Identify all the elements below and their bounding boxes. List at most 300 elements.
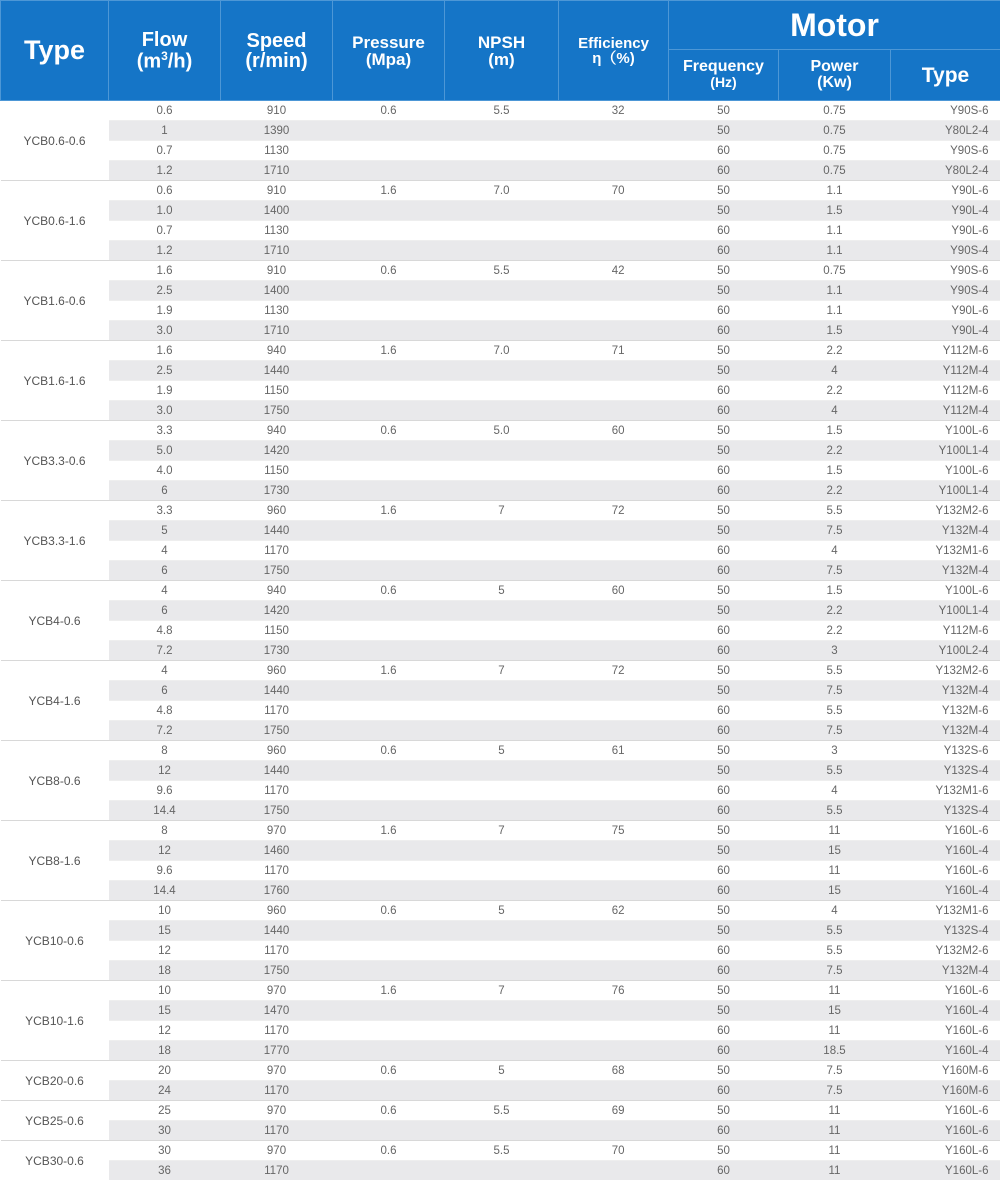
npsh-cell	[445, 941, 559, 961]
pressure-cell	[333, 281, 445, 301]
npsh-cell	[445, 241, 559, 261]
header-npsh-unit: (m)	[488, 49, 515, 69]
table-row	[1, 261, 1000, 281]
motor-type-cell: Y90S-6	[891, 141, 1000, 161]
speed-cell: 940	[221, 581, 333, 601]
motor-type-cell: Y160L-6	[891, 981, 1000, 1001]
efficiency-cell	[559, 281, 669, 301]
frequency-cell: 60	[669, 1041, 779, 1061]
table-row	[1, 981, 1000, 1001]
npsh-cell	[445, 441, 559, 461]
frequency-cell: 50	[669, 761, 779, 781]
efficiency-cell	[559, 141, 669, 161]
frequency-cell: 50	[669, 261, 779, 281]
npsh-cell: 5.5	[445, 261, 559, 281]
efficiency-cell	[559, 241, 669, 261]
power-cell: 11	[779, 861, 891, 881]
power-cell: 1.5	[779, 581, 891, 601]
power-cell: 4	[779, 361, 891, 381]
frequency-cell: 60	[669, 301, 779, 321]
efficiency-cell: 42	[559, 261, 669, 281]
frequency-cell: 50	[669, 441, 779, 461]
power-cell: 5.5	[779, 941, 891, 961]
frequency-cell: 60	[669, 781, 779, 801]
power-cell: 3	[779, 741, 891, 761]
power-cell: 5.5	[779, 761, 891, 781]
npsh-cell	[445, 761, 559, 781]
motor-type-cell: Y160L-4	[891, 1041, 1000, 1061]
frequency-cell: 50	[669, 181, 779, 201]
motor-type-cell: Y90L-4	[891, 321, 1000, 341]
frequency-cell: 60	[669, 221, 779, 241]
npsh-cell: 7	[445, 981, 559, 1001]
npsh-cell: 5.5	[445, 101, 559, 121]
pressure-cell: 1.6	[333, 661, 445, 681]
pump-type-cell: YCB10-0.6	[1, 901, 109, 981]
speed-cell: 1460	[221, 841, 333, 861]
speed-cell: 960	[221, 661, 333, 681]
power-cell: 7.5	[779, 1081, 891, 1101]
table-row	[1, 1001, 1000, 1021]
pressure-cell	[333, 161, 445, 181]
efficiency-cell: 60	[559, 421, 669, 441]
frequency-cell: 50	[669, 741, 779, 761]
frequency-cell: 60	[669, 801, 779, 821]
npsh-cell: 5	[445, 1061, 559, 1081]
power-cell: 5.5	[779, 501, 891, 521]
motor-type-cell: Y132M2-6	[891, 941, 1000, 961]
efficiency-cell	[559, 361, 669, 381]
table-row	[1, 861, 1000, 881]
power-cell: 2.2	[779, 341, 891, 361]
motor-type-cell: Y160L-6	[891, 1121, 1000, 1141]
speed-cell: 970	[221, 821, 333, 841]
flow-cell: 30	[109, 1121, 221, 1141]
frequency-cell: 50	[669, 201, 779, 221]
table-row	[1, 1061, 1000, 1081]
motor-type-cell: Y90L-6	[891, 221, 1000, 241]
table-row	[1, 281, 1000, 301]
frequency-cell: 60	[669, 481, 779, 501]
motor-type-cell: Y100L-6	[891, 581, 1000, 601]
pressure-cell	[333, 701, 445, 721]
flow-cell: 8	[109, 821, 221, 841]
flow-cell: 6	[109, 561, 221, 581]
power-cell: 0.75	[779, 261, 891, 281]
power-cell: 4	[779, 401, 891, 421]
speed-cell: 1170	[221, 1081, 333, 1101]
npsh-cell	[445, 1001, 559, 1021]
npsh-cell	[445, 801, 559, 821]
efficiency-cell	[559, 861, 669, 881]
power-cell: 1.5	[779, 201, 891, 221]
efficiency-cell	[559, 1121, 669, 1141]
table-row	[1, 121, 1000, 141]
speed-cell: 910	[221, 261, 333, 281]
table-row	[1, 761, 1000, 781]
npsh-cell	[445, 781, 559, 801]
frequency-cell: 50	[669, 601, 779, 621]
flow-cell: 9.6	[109, 861, 221, 881]
pressure-cell	[333, 861, 445, 881]
frequency-cell: 60	[669, 881, 779, 901]
table-row	[1, 381, 1000, 401]
header-flow	[109, 1, 221, 101]
power-cell: 18.5	[779, 1041, 891, 1061]
table-row	[1, 401, 1000, 421]
flow-cell: 4.8	[109, 701, 221, 721]
power-cell: 1.1	[779, 281, 891, 301]
flow-cell: 0.7	[109, 221, 221, 241]
motor-type-cell: Y132M-4	[891, 721, 1000, 741]
flow-cell: 6	[109, 481, 221, 501]
motor-type-cell: Y160L-4	[891, 881, 1000, 901]
npsh-cell	[445, 641, 559, 661]
speed-cell: 1170	[221, 1121, 333, 1141]
header-frequency-unit: (Hz)	[710, 74, 737, 90]
motor-type-cell: Y132S-4	[891, 921, 1000, 941]
table-row	[1, 1021, 1000, 1041]
power-cell: 11	[779, 1141, 891, 1161]
header-power	[779, 50, 891, 101]
table-row	[1, 881, 1000, 901]
speed-cell: 1730	[221, 641, 333, 661]
motor-type-cell: Y132S-4	[891, 801, 1000, 821]
table-row	[1, 961, 1000, 981]
frequency-cell: 60	[669, 381, 779, 401]
pressure-cell: 0.6	[333, 101, 445, 121]
power-cell: 2.2	[779, 441, 891, 461]
speed-cell: 1130	[221, 141, 333, 161]
speed-cell: 1150	[221, 621, 333, 641]
speed-cell: 1170	[221, 941, 333, 961]
header-speed-unit: (r/min)	[245, 49, 308, 72]
pump-type-cell: YCB0.6-0.6	[1, 101, 109, 181]
frequency-cell: 50	[669, 921, 779, 941]
frequency-cell: 60	[669, 961, 779, 981]
power-cell: 1.5	[779, 461, 891, 481]
flow-cell: 1.9	[109, 301, 221, 321]
motor-type-cell: Y160M-6	[891, 1061, 1000, 1081]
flow-cell: 3.3	[109, 421, 221, 441]
pressure-cell	[333, 221, 445, 241]
table-row	[1, 581, 1000, 601]
speed-cell: 1750	[221, 401, 333, 421]
motor-type-cell: Y100L2-4	[891, 641, 1000, 661]
npsh-cell: 5.5	[445, 1101, 559, 1121]
speed-cell: 1420	[221, 601, 333, 621]
power-cell: 2.2	[779, 601, 891, 621]
table-row	[1, 421, 1000, 441]
pressure-cell: 1.6	[333, 981, 445, 1001]
header-pressure-unit: (Mpa)	[365, 49, 412, 69]
pump-type-cell: YCB0.6-1.6	[1, 181, 109, 261]
pressure-cell	[333, 441, 445, 461]
motor-type-cell: Y112M-6	[891, 621, 1000, 641]
npsh-cell: 5	[445, 581, 559, 601]
efficiency-cell	[559, 781, 669, 801]
motor-type-cell: Y90L-4	[891, 201, 1000, 221]
flow-cell: 20	[109, 1061, 221, 1081]
flow-cell: 24	[109, 1081, 221, 1101]
efficiency-cell: 76	[559, 981, 669, 1001]
power-cell: 15	[779, 881, 891, 901]
pump-type-cell: YCB8-1.6	[1, 821, 109, 901]
table-row	[1, 921, 1000, 941]
table-row	[1, 141, 1000, 161]
motor-type-cell: Y160L-4	[891, 1001, 1000, 1021]
efficiency-cell	[559, 1161, 669, 1181]
efficiency-cell	[559, 461, 669, 481]
power-cell: 5.5	[779, 921, 891, 941]
header-speed-label: Speed	[246, 29, 307, 52]
motor-type-cell: Y100L1-4	[891, 441, 1000, 461]
flow-cell: 3.0	[109, 401, 221, 421]
flow-cell: 5	[109, 521, 221, 541]
speed-cell: 1170	[221, 861, 333, 881]
header-power-unit: (Kw)	[817, 74, 852, 91]
table-row	[1, 781, 1000, 801]
power-cell: 7.5	[779, 561, 891, 581]
flow-cell: 4	[109, 581, 221, 601]
motor-type-cell: Y90S-4	[891, 241, 1000, 261]
efficiency-cell: 61	[559, 741, 669, 761]
frequency-cell: 50	[669, 821, 779, 841]
npsh-cell: 7.0	[445, 181, 559, 201]
frequency-cell: 50	[669, 681, 779, 701]
power-cell: 15	[779, 841, 891, 861]
power-cell: 5.5	[779, 701, 891, 721]
power-cell: 11	[779, 1121, 891, 1141]
flow-cell: 4.0	[109, 461, 221, 481]
table-row	[1, 321, 1000, 341]
flow-cell: 4	[109, 661, 221, 681]
flow-cell: 18	[109, 961, 221, 981]
table-row	[1, 501, 1000, 521]
pressure-cell	[333, 1081, 445, 1101]
npsh-cell: 5	[445, 901, 559, 921]
speed-cell: 1750	[221, 561, 333, 581]
npsh-cell	[445, 1021, 559, 1041]
efficiency-cell: 72	[559, 501, 669, 521]
pressure-cell	[333, 461, 445, 481]
motor-type-cell: Y100L-6	[891, 421, 1000, 441]
efficiency-cell: 69	[559, 1101, 669, 1121]
pressure-cell	[333, 921, 445, 941]
speed-cell: 960	[221, 741, 333, 761]
motor-type-cell: Y90S-4	[891, 281, 1000, 301]
flow-cell: 36	[109, 1161, 221, 1181]
header-efficiency-label: Efficiency	[578, 34, 649, 52]
table-row	[1, 461, 1000, 481]
motor-type-cell: Y132S-6	[891, 741, 1000, 761]
npsh-cell	[445, 301, 559, 321]
frequency-cell: 50	[669, 661, 779, 681]
frequency-cell: 60	[669, 1081, 779, 1101]
speed-cell: 1150	[221, 461, 333, 481]
frequency-cell: 50	[669, 341, 779, 361]
power-cell: 1.5	[779, 321, 891, 341]
efficiency-cell	[559, 641, 669, 661]
power-cell: 11	[779, 1021, 891, 1041]
speed-cell: 1150	[221, 381, 333, 401]
npsh-cell	[445, 381, 559, 401]
frequency-cell: 50	[669, 1061, 779, 1081]
power-cell: 11	[779, 1161, 891, 1181]
efficiency-cell: 70	[559, 181, 669, 201]
motor-type-cell: Y90S-6	[891, 101, 1000, 121]
efficiency-cell	[559, 1021, 669, 1041]
flow-cell: 0.6	[109, 101, 221, 121]
efficiency-cell: 60	[559, 581, 669, 601]
pressure-cell	[333, 481, 445, 501]
table-row	[1, 1121, 1000, 1141]
motor-type-cell: Y112M-4	[891, 401, 1000, 421]
flow-cell: 1.6	[109, 341, 221, 361]
flow-cell: 3.3	[109, 501, 221, 521]
speed-cell: 1170	[221, 1021, 333, 1041]
pressure-cell	[333, 561, 445, 581]
table-row	[1, 641, 1000, 661]
npsh-cell	[445, 681, 559, 701]
pressure-cell	[333, 201, 445, 221]
npsh-cell: 7	[445, 821, 559, 841]
motor-type-cell: Y90S-6	[891, 261, 1000, 281]
pressure-cell	[333, 1001, 445, 1021]
pressure-cell	[333, 381, 445, 401]
frequency-cell: 50	[669, 841, 779, 861]
flow-cell: 25	[109, 1101, 221, 1121]
power-cell: 7.5	[779, 521, 891, 541]
flow-cell: 12	[109, 941, 221, 961]
speed-cell: 1710	[221, 161, 333, 181]
pressure-cell: 1.6	[333, 341, 445, 361]
flow-cell: 14.4	[109, 801, 221, 821]
motor-type-cell: Y80L2-4	[891, 121, 1000, 141]
pressure-cell: 0.6	[333, 741, 445, 761]
power-cell: 3	[779, 641, 891, 661]
frequency-cell: 60	[669, 561, 779, 581]
power-cell: 4	[779, 901, 891, 921]
flow-cell: 7.2	[109, 641, 221, 661]
table-row	[1, 341, 1000, 361]
frequency-cell: 50	[669, 361, 779, 381]
efficiency-cell	[559, 1081, 669, 1101]
efficiency-cell	[559, 1041, 669, 1061]
efficiency-cell	[559, 681, 669, 701]
efficiency-cell: 68	[559, 1061, 669, 1081]
npsh-cell	[445, 701, 559, 721]
table-row	[1, 941, 1000, 961]
efficiency-cell	[559, 401, 669, 421]
frequency-cell: 50	[669, 521, 779, 541]
speed-cell: 1440	[221, 681, 333, 701]
flow-cell: 30	[109, 1141, 221, 1161]
frequency-cell: 50	[669, 901, 779, 921]
motor-type-cell: Y160L-4	[891, 841, 1000, 861]
efficiency-cell: 32	[559, 101, 669, 121]
motor-type-cell: Y132M-6	[891, 701, 1000, 721]
power-cell: 11	[779, 1101, 891, 1121]
speed-cell: 1390	[221, 121, 333, 141]
header-frequency-label: Frequency	[683, 58, 764, 75]
table-row	[1, 721, 1000, 741]
efficiency-cell	[559, 701, 669, 721]
flow-cell: 18	[109, 1041, 221, 1061]
flow-cell: 3.0	[109, 321, 221, 341]
table-row	[1, 1081, 1000, 1101]
npsh-cell	[445, 601, 559, 621]
table-row	[1, 101, 1000, 121]
npsh-cell	[445, 361, 559, 381]
flow-cell: 4	[109, 541, 221, 561]
speed-cell: 1770	[221, 1041, 333, 1061]
pressure-cell: 0.6	[333, 581, 445, 601]
efficiency-cell	[559, 121, 669, 141]
efficiency-cell	[559, 321, 669, 341]
efficiency-cell	[559, 941, 669, 961]
frequency-cell: 60	[669, 621, 779, 641]
header-power-label: Power	[810, 58, 859, 75]
pressure-cell	[333, 601, 445, 621]
table-header	[1, 1, 1000, 101]
power-cell: 0.75	[779, 121, 891, 141]
motor-type-cell: Y160L-6	[891, 861, 1000, 881]
power-cell: 2.2	[779, 381, 891, 401]
frequency-cell: 50	[669, 501, 779, 521]
npsh-cell	[445, 1041, 559, 1061]
npsh-cell	[445, 721, 559, 741]
speed-cell: 970	[221, 1061, 333, 1081]
flow-cell: 2.5	[109, 361, 221, 381]
npsh-cell	[445, 861, 559, 881]
speed-cell: 970	[221, 1141, 333, 1161]
efficiency-cell	[559, 621, 669, 641]
npsh-cell	[445, 121, 559, 141]
efficiency-cell	[559, 221, 669, 241]
efficiency-cell: 70	[559, 1141, 669, 1161]
npsh-cell: 7	[445, 501, 559, 521]
pressure-cell	[333, 801, 445, 821]
pump-type-cell: YCB3.3-0.6	[1, 421, 109, 501]
pressure-cell	[333, 121, 445, 141]
flow-cell: 0.6	[109, 181, 221, 201]
flow-cell: 1.2	[109, 241, 221, 261]
motor-type-cell: Y132M-4	[891, 561, 1000, 581]
pressure-cell	[333, 521, 445, 541]
header-pressure-label: Pressure	[352, 32, 425, 52]
speed-cell: 1750	[221, 961, 333, 981]
pump-type-cell: YCB8-0.6	[1, 741, 109, 821]
motor-type-cell: Y80L2-4	[891, 161, 1000, 181]
frequency-cell: 60	[669, 161, 779, 181]
frequency-cell: 60	[669, 141, 779, 161]
table-row	[1, 1101, 1000, 1121]
frequency-cell: 60	[669, 241, 779, 261]
motor-type-cell: Y160L-6	[891, 1021, 1000, 1041]
motor-type-cell: Y100L1-4	[891, 481, 1000, 501]
motor-type-cell: Y132M-4	[891, 961, 1000, 981]
table-row	[1, 901, 1000, 921]
frequency-cell: 60	[669, 641, 779, 661]
pressure-cell	[333, 781, 445, 801]
flow-cell: 12	[109, 1021, 221, 1041]
efficiency-cell	[559, 1001, 669, 1021]
motor-type-cell: Y132M1-6	[891, 541, 1000, 561]
flow-cell: 12	[109, 841, 221, 861]
efficiency-cell	[559, 201, 669, 221]
motor-type-cell: Y112M-6	[891, 381, 1000, 401]
